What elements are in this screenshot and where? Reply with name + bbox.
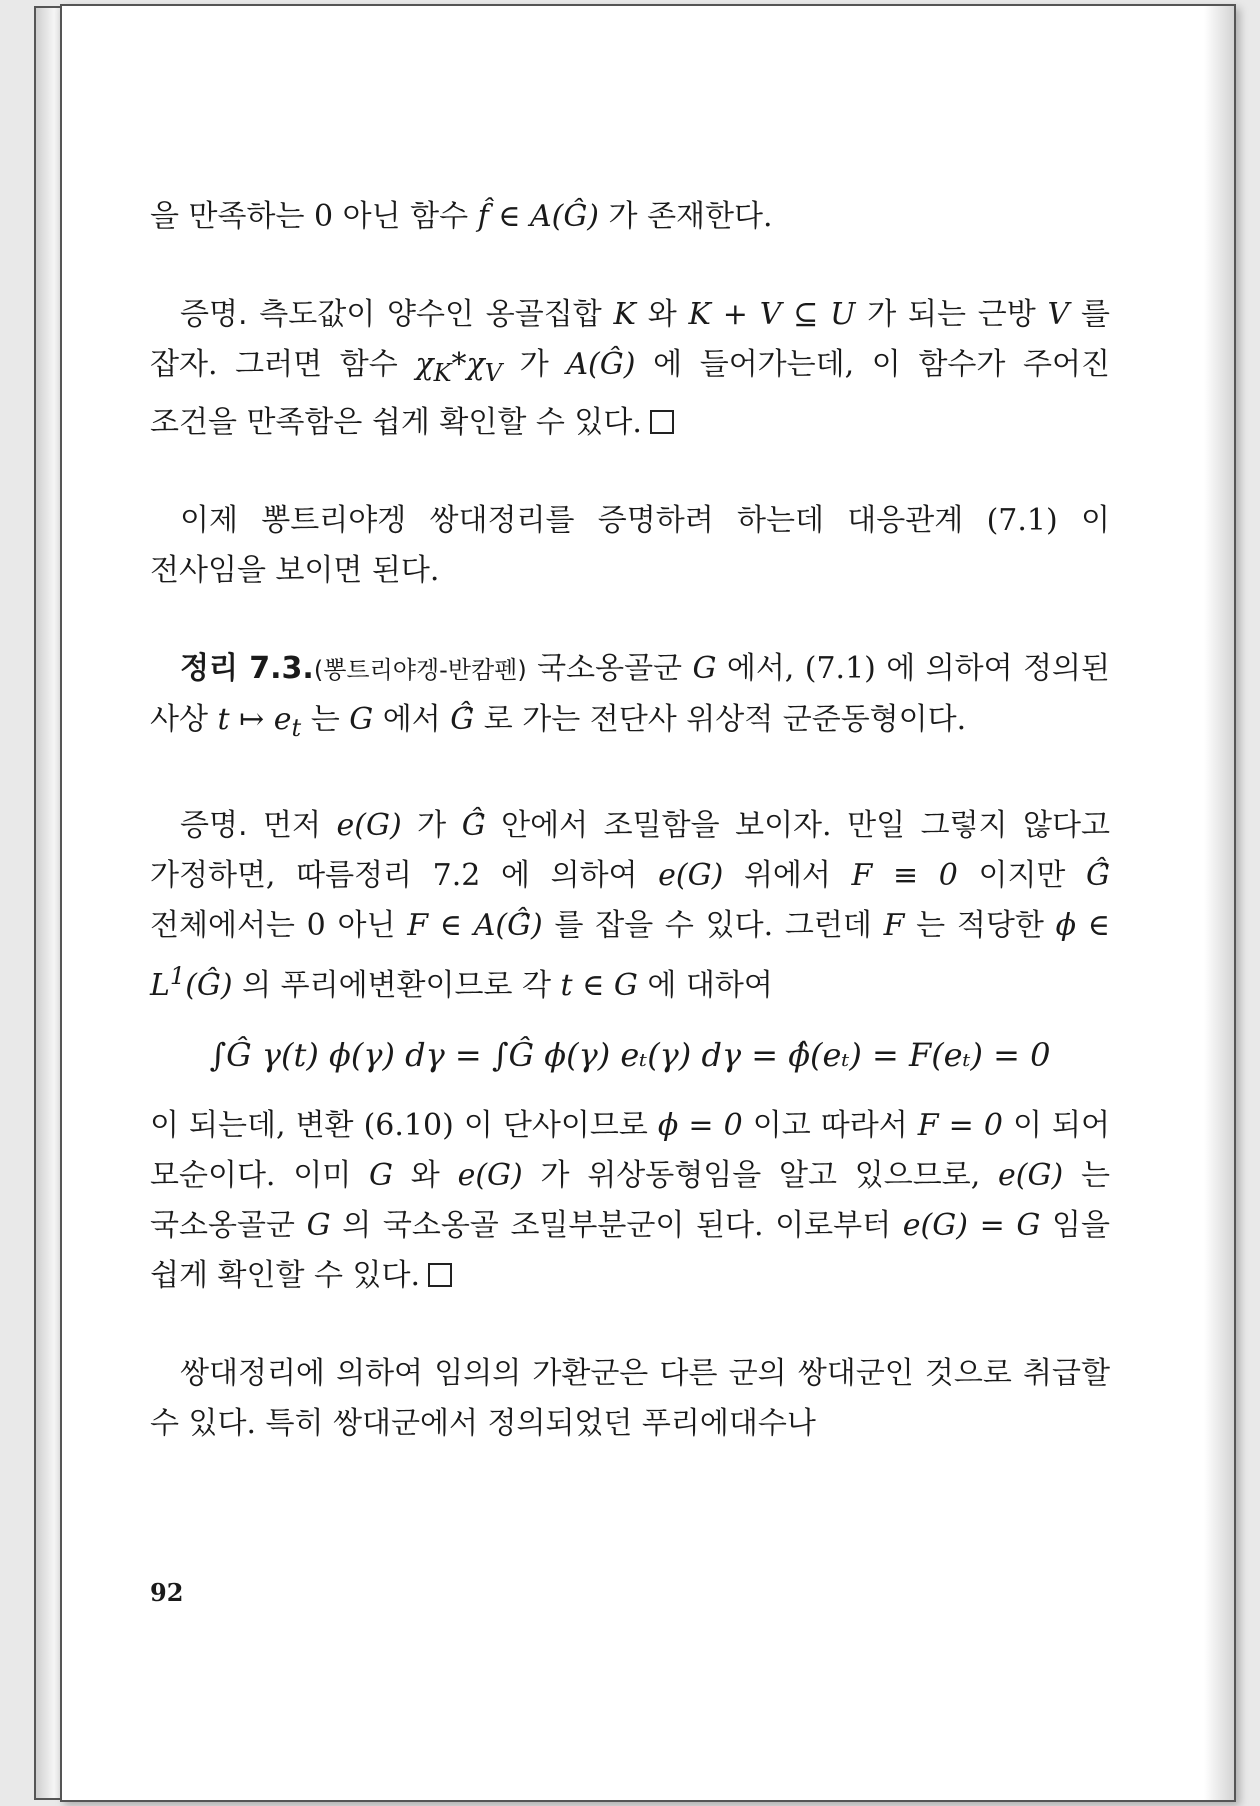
- page-number: 92: [150, 1578, 184, 1607]
- text-run: 는: [301, 702, 350, 737]
- page-content: [150, 192, 1110, 1449]
- math-inline: Ĝ̂: [461, 808, 486, 843]
- paragraph-closing: [150, 1349, 1110, 1449]
- text-run: 의 푸리에변환이므로 각: [232, 968, 561, 1003]
- math-symbol: t ↦ e: [217, 702, 292, 737]
- math-subscript: K: [433, 359, 452, 387]
- math-inline: Ĝ̂: [450, 702, 475, 737]
- spacer: [150, 596, 1110, 644]
- text-run: 를 잡을 수 있다. 그런데: [542, 908, 884, 943]
- math-inline: V: [1047, 297, 1070, 332]
- proof-label: 증명.: [180, 297, 248, 332]
- math-inline: e(G) = G: [902, 1208, 1041, 1243]
- math-inline: e(G): [457, 1158, 523, 1193]
- text-run: 이 되는데, 변환 (6.10) 이 단사이므로: [150, 1108, 658, 1143]
- math-inline: Ĝ̂: [1086, 858, 1110, 893]
- math-subscript: t: [291, 714, 302, 742]
- text-run: 전체에서는 0 아닌: [150, 908, 408, 943]
- text-run: 안에서 조밀함을 보이자. 만일 그렇지 않다고 가정하면, 따름정리 7.2 에 의하여: [150, 808, 1110, 893]
- text-run: 는 국소옹골군: [150, 1158, 1110, 1243]
- math-symbol: *χ: [451, 347, 485, 382]
- math-inline: F = 0: [917, 1108, 1003, 1143]
- text-run: 가 되는 근방: [855, 297, 1048, 332]
- text-run: 와: [635, 297, 689, 332]
- text-run: 에 대하여: [637, 968, 773, 1003]
- paragraph-proof-1: [150, 290, 1110, 448]
- text-run: 먼저: [247, 808, 337, 843]
- math-inline: K: [613, 297, 636, 332]
- math-inline: e(G): [998, 1158, 1064, 1193]
- text-run: 는 적당한: [904, 908, 1056, 943]
- text-run: 가 위상동형임을 알고 있으므로,: [522, 1158, 999, 1193]
- text-run: 이지만: [957, 858, 1087, 893]
- text-run: 와: [393, 1158, 458, 1193]
- spacer: [150, 1301, 1110, 1349]
- text-run: 의 국소옹골 조밀부분군이 된다. 이로부터: [330, 1208, 903, 1243]
- text-run: 가: [502, 347, 567, 382]
- text-run: 을 만족하는 0 아닌 함수: [150, 199, 478, 234]
- math-inline: F: [883, 908, 905, 943]
- text-run: 위에서: [723, 858, 852, 893]
- math-subscript: V: [484, 359, 503, 387]
- math-inline: ϕ = 0: [657, 1108, 743, 1143]
- math-inline: K + V ⊆ U: [688, 297, 856, 332]
- math-inline: G: [369, 1158, 393, 1193]
- paragraph-transition: [150, 496, 1110, 596]
- math-inline: F ∈ A(Ĝ̂): [407, 908, 543, 943]
- text-run: 에서: [373, 702, 451, 737]
- paragraph-proof-2-cont: [150, 1101, 1110, 1301]
- math-inline: A(Ĝ): [566, 347, 636, 382]
- qed-square-icon: [650, 410, 674, 434]
- text-run: 측도값이 양수인 옹골집합: [247, 297, 614, 332]
- spacer: [150, 753, 1110, 801]
- math-inline: e(G): [658, 858, 724, 893]
- math-symbol: ϕ ∈ L: [150, 908, 1110, 1003]
- math-inline: F ≡ 0: [851, 858, 958, 893]
- math-inline: f̂ ∈ A(Ĝ): [477, 199, 600, 234]
- math-inline: [415, 347, 503, 387]
- paragraph-proof-2: [150, 801, 1110, 1011]
- math-inline: G: [306, 1208, 331, 1243]
- text-run: 국소옹골군: [526, 651, 693, 686]
- math-symbol: (Ĝ): [185, 968, 233, 1003]
- spacer: [150, 242, 1110, 290]
- spacer: [150, 448, 1110, 496]
- page-edge: [1204, 6, 1234, 1800]
- math-symbol: χ: [415, 347, 434, 382]
- paragraph-intro: [150, 192, 1110, 242]
- text-run: 로 가는 전단사 위상적 군준동형이다.: [474, 702, 967, 737]
- proof-label: 증명.: [180, 808, 248, 843]
- text-run: 쌍대정리에 의하여 임의의 가환군은 다른 군의 쌍대군인 것으로 취급할 수 있다. 특히 쌍대군에서 정의되었던 푸리에대수나: [150, 1356, 1110, 1441]
- text-run: 이제 뽕트리야겡 쌍대정리를 증명하려 하는데 대응관계 (7.1) 이 전사임을 보이면 된다.: [150, 503, 1110, 588]
- math-inline: G: [692, 651, 717, 686]
- theorem-label: 정리 7.3.: [180, 651, 314, 686]
- display-equation: ∫Ĝ γ(t) ϕ(γ) dγ = ∫Ĝ ϕ(γ) eₜ(γ) dγ = ϕ̂(eₜ) = F(eₜ) = 0: [209, 1036, 1051, 1074]
- text-run: 를 잡자. 그러면 함수: [150, 297, 1110, 382]
- theorem-7-3: [150, 644, 1110, 753]
- text-run: 이 되어 모순이다. 이미: [150, 1108, 1110, 1193]
- math-inline: G: [349, 702, 374, 737]
- theorem-name: (뽕트리야겡-반캄펜): [313, 656, 527, 684]
- math-inline: e(G): [336, 808, 402, 843]
- math-inline: [217, 702, 302, 742]
- text-run: 가 존재한다.: [599, 199, 773, 234]
- qed-square-icon: [428, 1263, 452, 1287]
- text-run: 임을 쉽게 확인할 수 있다.: [150, 1208, 1110, 1293]
- math-inline: t ∈ G: [560, 968, 638, 1003]
- text-run: 에서, (7.1) 에 의하여 정의된 사상: [150, 651, 1111, 737]
- text-run: 에 들어가는데, 이 함수가 주어진 조건을 만족함은 쉽게 확인할 수 있다.: [150, 347, 1110, 440]
- math-superscript: 1: [169, 962, 186, 990]
- text-run: 가: [401, 808, 462, 843]
- text-run: 이고 따라서: [742, 1108, 918, 1143]
